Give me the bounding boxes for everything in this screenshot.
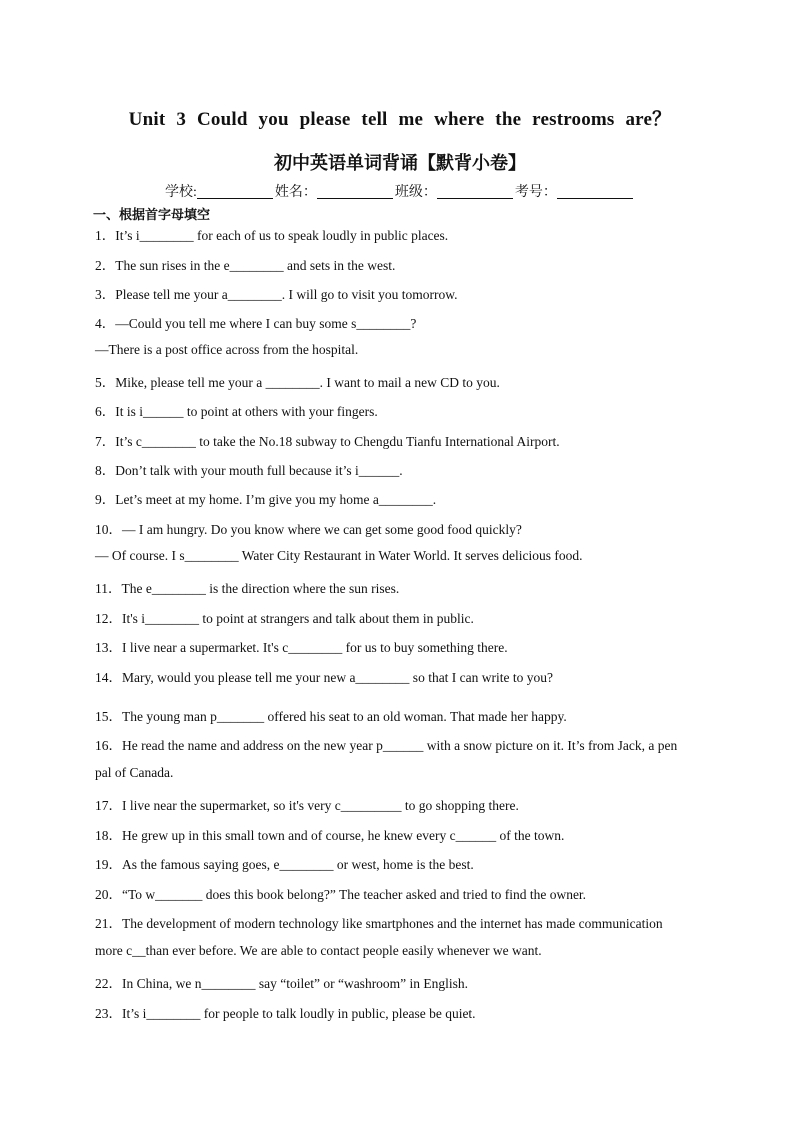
question-line: 18．He grew up in this small town and of course, he knew every c______ of the town. bbox=[95, 828, 565, 843]
question-line: 14．Mary, would you please tell me your new a________ so that I can write to you? bbox=[95, 670, 554, 685]
question-line: 16．He read the name and address on the new year p______ with a snow picture on it. It’s from Jack, a pen bbox=[95, 738, 678, 753]
section-heading: 一、根据首字母填空 bbox=[93, 208, 211, 223]
question-line: 20．“To w_______ does this book belong?” The teacher asked and tried to find the owner. bbox=[95, 887, 587, 902]
question-line: 23．It’s i________ for people to talk loudly in public, please be quiet. bbox=[95, 1006, 476, 1021]
question-line: 15．The young man p_______ offered his seat to an old woman. That made her happy. bbox=[95, 709, 567, 724]
answer-line: —There is a post office across from the hospital. bbox=[95, 342, 359, 357]
question-line: 11．The e________ is the direction where the sun rises. bbox=[95, 581, 400, 596]
question-line: 8．Don’t talk with your mouth full because it’s i______. bbox=[95, 463, 403, 478]
question-line: 12．It's i________ to point at strangers and talk about them in public. bbox=[95, 611, 474, 626]
name-blank bbox=[317, 184, 393, 199]
question-line: 3．Please tell me your a________. I will go to visit you tomorrow. bbox=[95, 287, 458, 302]
school-blank bbox=[197, 184, 273, 199]
question-line: 5．Mike, please tell me your a ________. I want to mail a new CD to you. bbox=[95, 375, 500, 390]
question-line: 9．Let’s meet at my home. I’m give you my home a________. bbox=[95, 492, 437, 507]
question-line: 2．The sun rises in the e________ and sets in the west. bbox=[95, 258, 396, 273]
question-line: 17．I live near the supermarket, so it's very c_________ to go shopping there. bbox=[95, 798, 519, 813]
exam-number-blank bbox=[557, 184, 633, 199]
question-line: 4．—Could you tell me where I can buy some s________? bbox=[95, 316, 417, 331]
question-line: 1．It’s i________ for each of us to speak loudly in public places. bbox=[95, 228, 449, 243]
school-label: 学校: bbox=[165, 185, 197, 200]
answer-line: — Of course. I s________ Water City Restaurant in Water World. It serves delicious food. bbox=[95, 548, 583, 563]
question-line: 13．I live near a supermarket. It's c________ for us to buy something there. bbox=[95, 640, 508, 655]
name-label: 姓名： bbox=[274, 185, 317, 200]
student-info-line bbox=[165, 181, 635, 201]
question-continuation: pal of Canada. bbox=[95, 765, 174, 780]
question-continuation: more c__than ever before. We are able to contact people easily whenever we want. bbox=[95, 943, 542, 958]
exam-number-label: 考号： bbox=[514, 185, 557, 200]
page-subtitle: 初中英语单词背诵【默背小卷】 bbox=[274, 153, 526, 174]
question-line: 21．The development of modern technology like smartphones and the internet has made communication bbox=[95, 916, 663, 931]
question-line: 10．— I am hungry. Do you know where we can get some good food quickly? bbox=[95, 522, 522, 537]
class-blank bbox=[437, 184, 513, 199]
question-line: 6．It is i______ to point at others with your fingers. bbox=[95, 404, 378, 419]
question-line: 19．As the famous saying goes, e________ or west, home is the best. bbox=[95, 857, 474, 872]
question-line: 22．In China, we n________ say “toilet” or “washroom” in English. bbox=[95, 976, 469, 991]
page-title: Unit 3 Could you please tell me where the restrooms are？ bbox=[128, 109, 672, 130]
class-label: 班级： bbox=[394, 185, 437, 200]
question-line: 7．It’s c________ to take the No.18 subway to Chengdu Tianfu International Airport. bbox=[95, 434, 560, 449]
